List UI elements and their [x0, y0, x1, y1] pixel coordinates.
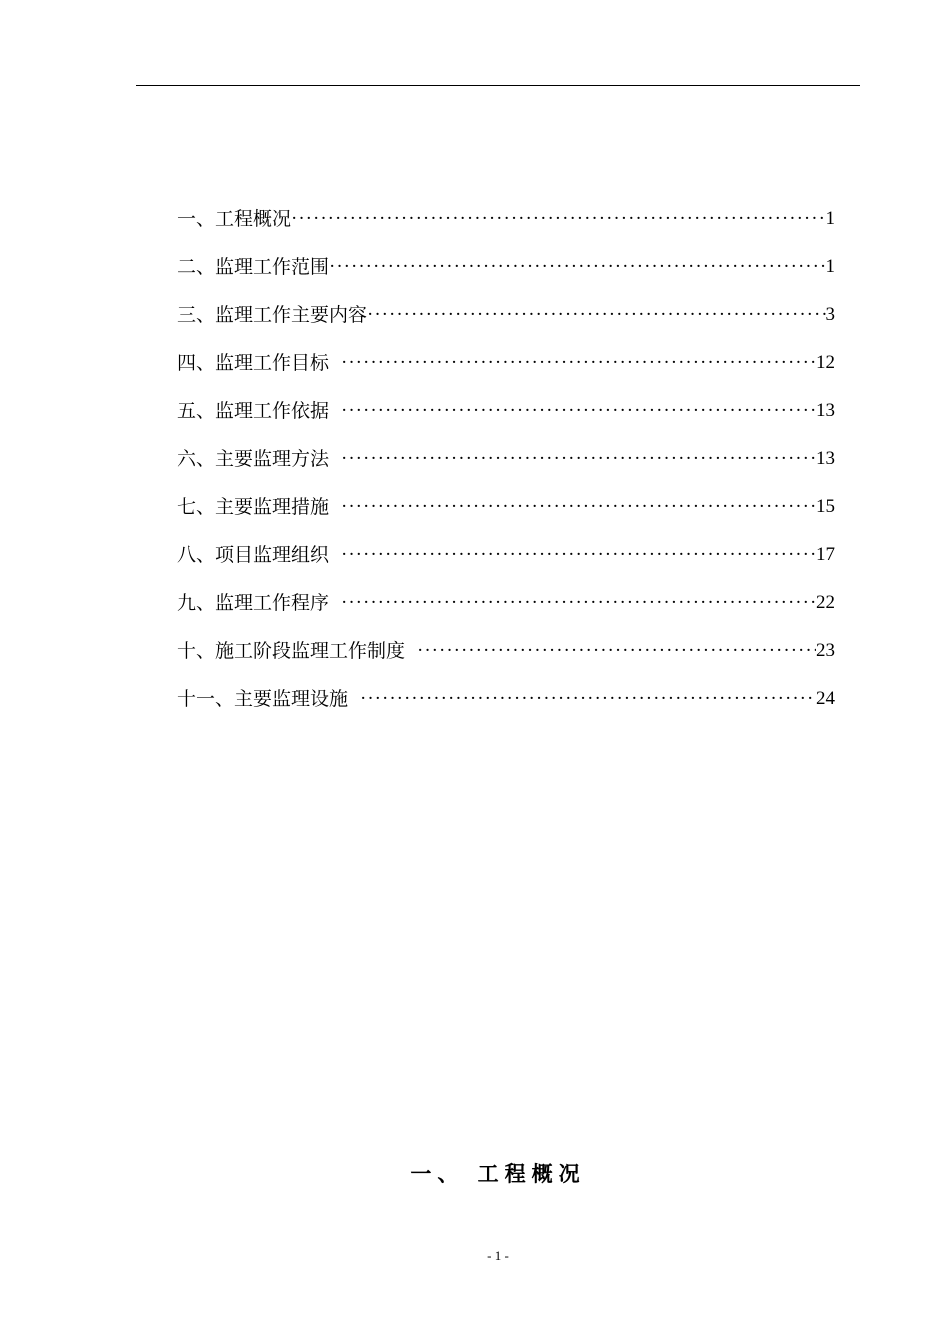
toc-entry[interactable] [177, 618, 835, 666]
toc-entry-title: 一、工程概况 [177, 208, 292, 230]
toc-entry-title: 五、监理工作依据 [177, 400, 330, 422]
toc-entry-title: 六、主要监理方法 [177, 448, 330, 470]
table-of-contents [177, 186, 835, 714]
toc-entry[interactable] [177, 666, 835, 714]
toc-dot-leader [341, 588, 816, 618]
toc-entry-page: 24 [816, 688, 835, 709]
toc-entry-page: 1 [825, 208, 835, 229]
toc-entry[interactable] [177, 330, 835, 378]
toc-entry[interactable] [177, 186, 835, 234]
toc-dot-leader [341, 348, 816, 378]
toc-dot-leader [329, 252, 825, 282]
toc-dot-leader [341, 540, 816, 570]
toc-dot-leader [367, 300, 825, 330]
toc-entry-page: 17 [816, 544, 835, 565]
toc-entry[interactable] [177, 426, 835, 474]
toc-entry-page: 13 [816, 400, 835, 421]
toc-entry-page: 15 [816, 496, 835, 517]
toc-entry-title: 十一、主要监理设施 [177, 688, 349, 710]
toc-entry-title: 二、监理工作范围 [177, 256, 330, 278]
toc-entry[interactable] [177, 378, 835, 426]
toc-entry-title: 四、监理工作目标 [177, 352, 330, 374]
toc-dot-leader [360, 684, 816, 714]
toc-dot-leader [341, 444, 816, 474]
toc-entry-title: 三、监理工作主要内容 [177, 304, 368, 326]
toc-entry-title: 九、监理工作程序 [177, 592, 330, 614]
section-heading: 一、 工程概况 [410, 1162, 586, 1186]
toc-entry-title: 七、主要监理措施 [177, 496, 330, 518]
toc-entry[interactable] [177, 474, 835, 522]
toc-entry-title: 十、施工阶段监理工作制度 [177, 640, 406, 662]
page-number: - 1 - [487, 1248, 509, 1263]
toc-entry-page: 23 [816, 640, 835, 661]
toc-entry-page: 1 [825, 256, 835, 277]
toc-entry[interactable] [177, 282, 835, 330]
header-rule [136, 85, 860, 86]
toc-entry-page: 22 [816, 592, 835, 613]
toc-entry[interactable] [177, 234, 835, 282]
toc-dot-leader [417, 636, 816, 666]
toc-entry-page: 13 [816, 448, 835, 469]
toc-entry-title: 八、项目监理组织 [177, 544, 330, 566]
toc-entry[interactable] [177, 570, 835, 618]
toc-entry-page: 3 [825, 304, 835, 325]
toc-dot-leader [291, 204, 825, 234]
toc-entry-page: 12 [816, 352, 835, 373]
toc-dot-leader [341, 396, 816, 426]
toc-entry[interactable] [177, 522, 835, 570]
toc-dot-leader [341, 492, 816, 522]
